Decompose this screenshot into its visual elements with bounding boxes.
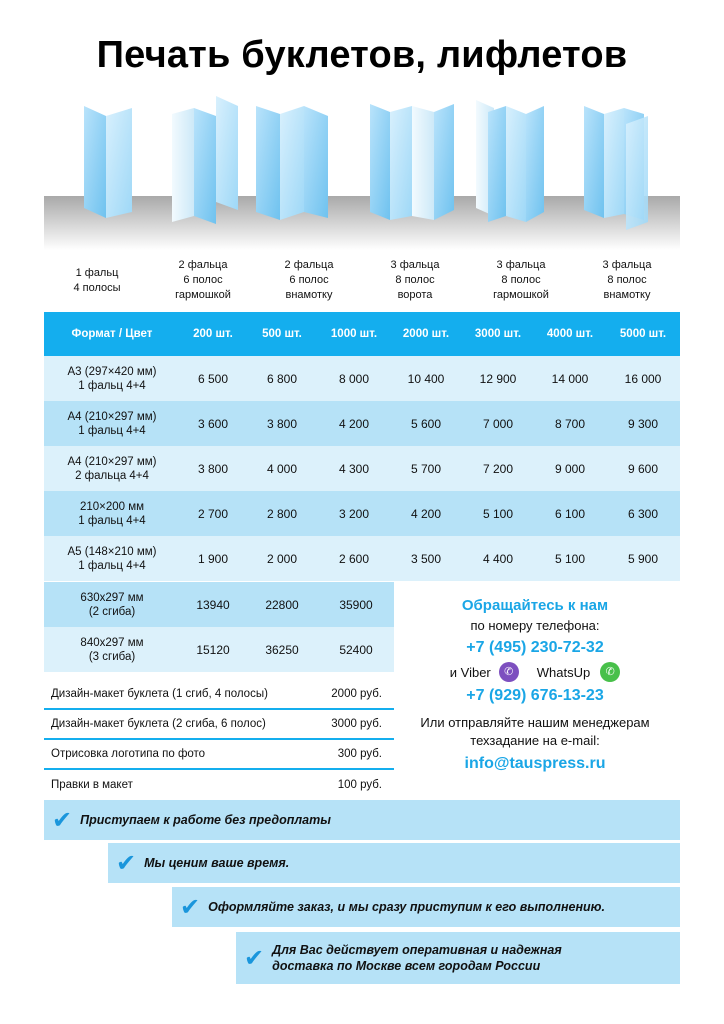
- fold-3-accordion-illustration: [476, 100, 544, 222]
- email-caption-line-1: Или отправляйте нашим менеджерам: [420, 715, 650, 730]
- fold-label: 2 фальца 6 полос внамотку: [284, 259, 334, 301]
- whatsapp-icon[interactable]: ✆: [600, 662, 620, 682]
- fold-label: 3 фальца 8 полос ворота: [390, 259, 440, 301]
- format-cell: А5 (148×210 мм) 1 фальц 4+4: [44, 536, 180, 581]
- table-row: [44, 536, 680, 581]
- viber-icon[interactable]: ✆: [499, 662, 519, 682]
- table-row: [44, 446, 680, 491]
- format-cell: А4 (210×297 мм) 1 фальц 4+4: [44, 401, 180, 446]
- benefit-band: [44, 800, 680, 840]
- fold-3-roll-illustration: [584, 106, 648, 230]
- price-cell: 6 100: [534, 491, 606, 536]
- service-price: 300 руб.: [337, 748, 382, 760]
- checkmark-icon: ✔: [244, 944, 265, 972]
- column-header: 500 шт.: [246, 312, 318, 356]
- price-cell: 6 500: [180, 356, 246, 401]
- price-cell: 2 000: [246, 536, 318, 581]
- fold-1-illustration: [84, 106, 132, 218]
- fold-2-accordion-illustration: [172, 96, 238, 224]
- table-row: [44, 627, 394, 672]
- benefit-text: Оформляйте заказ, и мы сразу приступим к его выполнению.: [208, 900, 605, 914]
- messenger-line: [400, 659, 670, 685]
- benefit-band: [108, 843, 680, 883]
- price-cell: 2 700: [180, 491, 246, 536]
- price-cell: 3 800: [246, 401, 318, 446]
- contact-heading: Обращайтесь к нам: [461, 597, 609, 614]
- service-name: Дизайн-макет буклета (2 сгиба, 6 полос): [51, 718, 266, 730]
- price-cell: 5 700: [390, 446, 462, 491]
- format-cell: 630х297 мм (2 сгиба): [44, 582, 180, 627]
- benefit-band: [172, 887, 680, 927]
- fold-type-labels: [44, 258, 680, 303]
- service-row: [44, 680, 394, 710]
- benefit-text: Приступаем к работе без предоплаты: [80, 813, 331, 827]
- phone-link-2[interactable]: +7 (929) 676-13-23: [466, 687, 604, 704]
- price-cell: 3 800: [180, 446, 246, 491]
- fold-label: 1 фальц 4 полосы: [73, 267, 121, 294]
- price-cell: 5 600: [390, 401, 462, 446]
- checkmark-icon: ✔: [52, 806, 73, 834]
- contact-phone-caption: по номеру телефона:: [470, 618, 600, 633]
- price-cell: 16 000: [606, 356, 680, 401]
- service-name: Правки в макет: [51, 779, 133, 791]
- price-cell: 15120: [180, 627, 246, 672]
- column-header: 4000 шт.: [534, 312, 606, 356]
- price-cell: 2 600: [318, 536, 390, 581]
- table-row: [44, 582, 394, 627]
- column-header: 200 шт.: [180, 312, 246, 356]
- fold-2-roll-illustration: [256, 106, 328, 220]
- price-cell: 1 900: [180, 536, 246, 581]
- price-cell: 22800: [246, 582, 318, 627]
- table-row: [44, 401, 680, 446]
- checkmark-icon: ✔: [180, 893, 201, 921]
- fold-label: 3 фальца 8 полос внамотку: [602, 259, 652, 301]
- price-cell: 9 600: [606, 446, 680, 491]
- service-price: 3000 руб.: [331, 718, 382, 730]
- email-caption-line-2: техзадание на e-mail:: [470, 733, 600, 748]
- service-row: [44, 770, 394, 800]
- price-cell: 3 200: [318, 491, 390, 536]
- service-price: 2000 руб.: [331, 688, 382, 700]
- price-cell: 4 300: [318, 446, 390, 491]
- large-format-table: [44, 582, 394, 672]
- booklet-fold-illustrations: [44, 92, 680, 252]
- price-cell: 13940: [180, 582, 246, 627]
- price-cell: 7 200: [462, 446, 534, 491]
- phone-link-1[interactable]: +7 (495) 230-72-32: [466, 639, 604, 656]
- price-cell: 6 800: [246, 356, 318, 401]
- format-cell: А4 (210×297 мм) 2 фальца 4+4: [44, 446, 180, 491]
- price-cell: 52400: [318, 627, 394, 672]
- service-price: 100 руб.: [337, 779, 382, 791]
- price-cell: 9 000: [534, 446, 606, 491]
- table-row: [44, 491, 680, 536]
- column-header: 3000 шт.: [462, 312, 534, 356]
- viber-caption: и Viber: [449, 664, 491, 680]
- email-link[interactable]: info@tauspress.ru: [464, 755, 606, 772]
- column-header: 2000 шт.: [390, 312, 462, 356]
- checkmark-icon: ✔: [116, 849, 137, 877]
- price-cell: 5 900: [606, 536, 680, 581]
- service-row: [44, 740, 394, 770]
- price-cell: 3 600: [180, 401, 246, 446]
- service-name: Дизайн-макет буклета (1 сгиб, 4 полосы): [51, 688, 268, 700]
- price-table: [44, 312, 680, 581]
- format-cell: 210×200 мм 1 фальц 4+4: [44, 491, 180, 536]
- price-cell: 35900: [318, 582, 394, 627]
- format-cell: А3 (297×420 мм) 1 фальц 4+4: [44, 356, 180, 401]
- service-row: [44, 710, 394, 740]
- fold-3-gate-illustration: [370, 104, 454, 220]
- benefit-text: Для Вас действует оперативная и надежная доставка по Москве всем городам России: [272, 943, 562, 973]
- price-cell: 5 100: [462, 491, 534, 536]
- format-cell: 840х297 мм (3 сгиба): [44, 627, 180, 672]
- contact-block: [400, 596, 670, 775]
- fold-label: 2 фальца 6 полос гармошкой: [175, 259, 231, 301]
- price-cell: 4 200: [318, 401, 390, 446]
- price-cell: 3 500: [390, 536, 462, 581]
- service-name: Отрисовка логотипа по фото: [51, 748, 206, 760]
- design-services-list: [44, 680, 394, 800]
- price-cell: 8 700: [534, 401, 606, 446]
- price-cell: 36250: [246, 627, 318, 672]
- table-row: [44, 356, 680, 401]
- benefit-text: Мы ценим ваше время.: [144, 856, 290, 870]
- column-header: 1000 шт.: [318, 312, 390, 356]
- column-header: Формат / Цвет: [44, 312, 180, 356]
- price-cell: 5 100: [534, 536, 606, 581]
- column-header: 5000 шт.: [606, 312, 680, 356]
- price-cell: 6 300: [606, 491, 680, 536]
- price-cell: 7 000: [462, 401, 534, 446]
- price-cell: 9 300: [606, 401, 680, 446]
- table-header-row: [44, 312, 680, 356]
- price-cell: 2 800: [246, 491, 318, 536]
- whatsapp-caption: WhatsUp: [536, 664, 591, 680]
- page-title: Печать буклетов, лифлетов: [96, 34, 628, 76]
- fold-label: 3 фальца 8 полос гармошкой: [493, 259, 549, 301]
- price-cell: 8 000: [318, 356, 390, 401]
- price-cell: 14 000: [534, 356, 606, 401]
- price-cell: 4 000: [246, 446, 318, 491]
- price-cell: 12 900: [462, 356, 534, 401]
- price-cell: 4 200: [390, 491, 462, 536]
- price-cell: 10 400: [390, 356, 462, 401]
- benefit-band: [236, 932, 680, 984]
- price-cell: 4 400: [462, 536, 534, 581]
